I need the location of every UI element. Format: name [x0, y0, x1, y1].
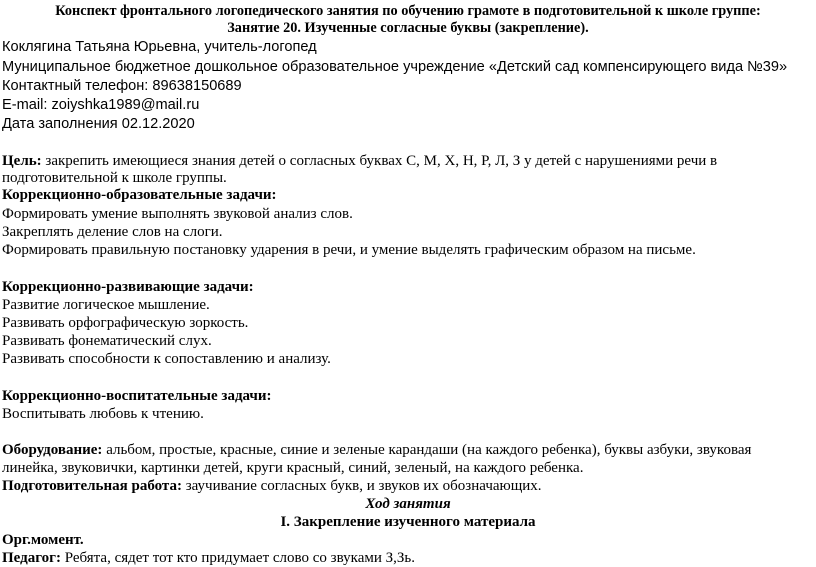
dev-task-item: Развитие логическое мышление.	[2, 297, 210, 313]
equipment-line-1	[2, 443, 751, 458]
author-name: Коклягина Татьяна Юрьевна, учитель-логопед	[2, 39, 317, 55]
goal-label: Цель:	[2, 153, 42, 169]
edu-task-item: Формировать правильную постановку ударения в речи, и умение выделять графическим образом на письме.	[2, 242, 696, 258]
goal-text: закрепить имеющиеся знания детей о согласных буквах С, М, Х, Н, Р, Л, З у детей с нарушениями речи в	[41, 153, 718, 169]
author-phone: Контактный телефон: 89638150689	[2, 78, 242, 94]
author-organization: Муниципальное бюджетное дошкольное образовательное учреждение «Детский сад компенсирующего вида №39»	[2, 59, 788, 75]
equipment-line-2: линейка, звуковички, картинки детей, круги красный, синий, зеленый, на каждого ребенка.	[2, 460, 584, 476]
upbringing-tasks-heading: Коррекционно-воспитательные задачи:	[2, 388, 272, 404]
author-email: E-mail: zoiyshka1989@mail.ru	[2, 97, 200, 113]
dev-task-item: Развивать орфографическую зоркость.	[2, 315, 249, 331]
dev-task-item: Развивать способности к сопоставлению и анализу.	[2, 351, 331, 367]
teacher-text: Ребята, сядет тот кто придумает слово со звуками З,Зь.	[60, 550, 416, 566]
prep-work-line	[2, 479, 542, 494]
edu-task-item: Формировать умение выполнять звуковой анализ слов.	[2, 206, 353, 222]
teacher-label: Педагог:	[2, 550, 61, 566]
title-line-1: Конспект фронтального логопедического занятия по обучению грамоте в подготовительной к школе группе:	[55, 3, 761, 19]
upbringing-task-item: Воспитывать любовь к чтению.	[2, 406, 204, 422]
title-line-2: Занятие 20. Изученные согласные буквы (закрепление).	[227, 20, 589, 36]
prep-work-label: Подготовительная работа:	[2, 478, 182, 494]
dev-tasks-heading: Коррекционно-развивающие задачи:	[2, 279, 254, 295]
lesson-heading: Ход занятия	[365, 496, 451, 512]
edu-tasks-heading: Коррекционно-образовательные задачи:	[2, 187, 277, 203]
section-heading: I. Закрепление изученного материала	[280, 514, 536, 530]
prep-work-text: заучивание согласных букв, и звуков их обозначающих.	[181, 478, 542, 494]
equipment-label: Оборудование:	[2, 442, 103, 458]
equipment-text: альбом, простые, красные, синие и зеленые карандаши (на каждого ребенка), буквы азбуки, звуковая	[102, 442, 752, 458]
org-moment: Орг.момент.	[2, 532, 84, 548]
goal-line-1	[2, 154, 717, 169]
teacher-line	[2, 551, 415, 566]
edu-task-item: Закреплять деление слов на слоги.	[2, 224, 223, 240]
fill-date: Дата заполнения 02.12.2020	[2, 116, 195, 132]
dev-task-item: Развивать фонематический слух.	[2, 333, 212, 349]
goal-line-2: подготовительной к школе группы.	[2, 170, 227, 186]
